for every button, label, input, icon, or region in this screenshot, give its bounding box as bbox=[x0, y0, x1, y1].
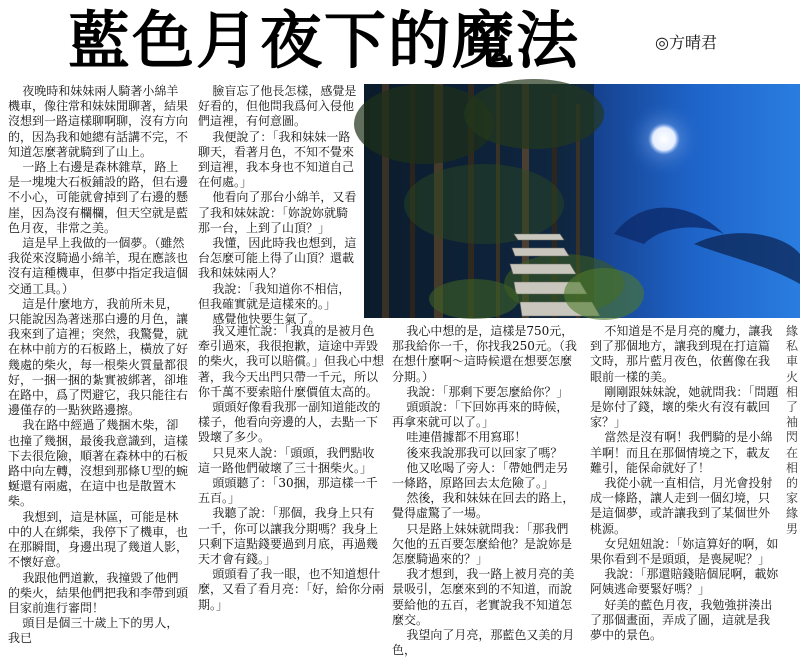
edge-char: 私 bbox=[786, 339, 799, 354]
paragraph: 我說：「那還賠錢賠個屁啊，載妳阿姨逃命要緊好嗎？」 bbox=[590, 567, 779, 597]
paragraph: 我便說了：「我和妹妹一路聊天，看著月色，不知不覺來到這裡，我本身也不知道自己在何處。」 bbox=[198, 129, 355, 190]
author-byline: ◎方晴君 bbox=[655, 33, 717, 52]
paragraph: 我心中想的是，這樣是750元，那我給你一千，你找我250元。（我在想什麼啊～這時候還在想要怎麼分期。） bbox=[392, 324, 577, 384]
paragraph: 頭頭說：「下回妳再來的時候，再拿來就可以了。」 bbox=[392, 400, 569, 430]
paragraph: 頭頭好像看我那一副知道能改的樣子，他看向旁邊的人，去點一下毀壞了多少。 bbox=[198, 400, 381, 445]
edge-char: 了 bbox=[786, 400, 799, 415]
paragraph: 我說：「那剩下要怎麼給你？」 bbox=[406, 384, 569, 399]
paragraph: 我懂，因此時我也想到，這台怎麼可能上得了山頂？還載我和妹妹兩人？ bbox=[198, 236, 357, 281]
paragraph: 當然是沒有啊！我們騎的是小綿羊啊！而且在那個情境之下，載友難引，能保命就好了！ bbox=[590, 430, 773, 475]
paragraph: 不知道是不是月亮的魔力，讓我到了那個地方，讓我到現在打這篇文時，那片藍月夜色，依舊像在我眼前一樣的美。 bbox=[590, 324, 773, 384]
paragraph: 我才想到，我一路上被月亮的美景吸引，怎麼來到的不知道，而說要給他的五百，老實說我不知道怎麼交。 bbox=[392, 567, 575, 627]
paragraph: 我聽了說：「那個，我身上只有一千，你可以讓我分期嗎？我身上只剩下這點錢要過到月底，再過幾天才會有錢。」 bbox=[198, 506, 379, 567]
paragraph: 我在路中經過了幾捆木柴，卻也撞了幾捆，最後我意識到，這樣下去很危險，順著在森林中的石板路中向左轉，沒想到那條Ｕ型的蜿蜒還有兩處，在這中也是散置木柴。 bbox=[8, 418, 189, 509]
paragraph: 感覺他快要生氣了。 bbox=[212, 312, 321, 327]
text-column-5 bbox=[590, 324, 780, 643]
paragraph: 我想到，這是林區，可能是林中的人在綁柴，我停下了機車，也在那瞬間，身邊出現了幾道人影，不懷好意。 bbox=[8, 509, 189, 570]
paragraph: 我說：「我知道你不相信，但我確實就是這樣來的。」 bbox=[198, 281, 351, 311]
edge-char: 男 bbox=[786, 521, 799, 536]
paragraph: 女兒妞妞說：「妳這算好的啊，如果你看到不是頭頭，是喪屍呢？」 bbox=[590, 536, 779, 567]
article-title: 藍色月夜下的魔法 bbox=[68, 4, 581, 77]
moonlit-forest-photo bbox=[364, 84, 800, 318]
paragraph: 好美的藍色月夜，我勉強拼湊出了那個畫面，弄成了圖，這就是我夢中的景色。 bbox=[590, 597, 773, 643]
paragraph: 後來我說那我可以回家了嗎？ bbox=[406, 445, 563, 460]
moon-icon bbox=[648, 123, 680, 155]
paragraph: 然後，我和妹妹在回去的路上，覺得虛驚了一場。 bbox=[392, 491, 575, 521]
paragraph: 我又連忙說：「我真的是被月色牽引過來，我很抱歉，這途中弄毀的柴火，我可以賠償。」但我心中想著，我今天出門只帶一千元，所以你千萬不要索賠什麼價值太高的。 bbox=[198, 324, 385, 399]
paragraph: 只見來人說：「頭頭，我們點收這一路他們破壞了三十捆柴火。」 bbox=[198, 445, 375, 475]
edge-char: 緣 bbox=[786, 324, 799, 338]
paragraph: 這是早上我做的一個夢。（雖然我從來沒騎過小綿羊，現在應該也沒有這種機車，但夢中指定我這個交通工具。） bbox=[8, 236, 189, 296]
paragraph: 只是路上妹妹就問我：「那我們欠他的五百要怎麼給他？是說妳是怎麼騎過來的？」 bbox=[392, 521, 573, 567]
edge-char: 的 bbox=[786, 476, 799, 491]
edge-char: 家 bbox=[786, 491, 799, 506]
edge-char: 緣 bbox=[786, 506, 799, 521]
paragraph: 他又吆喝了旁人：「帶她們走另一條路，原路回去太危險了。」 bbox=[392, 460, 569, 491]
edge-char: 火 bbox=[786, 369, 799, 384]
adjacent-article-edge bbox=[786, 324, 800, 623]
edge-char: 在 bbox=[786, 445, 799, 460]
text-column-3 bbox=[198, 324, 384, 620]
text-column-1 bbox=[8, 84, 190, 646]
paragraph: 他看向了那台小綿羊，又看了我和妹妹說：「妳說妳就騎那一台，上到了山頂？」 bbox=[198, 190, 357, 235]
paragraph: 我從小就一直相信，月光會投射成一條路，讓人走到一個幻境，只是這個夢，或許讓我到了某個世外桃源。 bbox=[590, 476, 773, 536]
text-column-4 bbox=[392, 324, 580, 658]
edge-char: 袖 bbox=[786, 415, 799, 430]
paragraph: 剛剛跟妹妹說，她就問我：「問題是妳付了錢，壞的柴火有沒有載回家？」 bbox=[590, 384, 779, 430]
moonlit-forest-illustration bbox=[364, 84, 800, 318]
paragraph: 頭頭看了我一眼，也不知道想什麼，又看了看月亮：「好，給你分兩期。」 bbox=[198, 567, 385, 612]
paragraph: 哇連借據都不用寫耶！ bbox=[406, 430, 527, 445]
edge-char: 相 bbox=[786, 460, 799, 475]
paragraph: 頭頭聽了：「30捆，那這樣一千五百。」 bbox=[198, 476, 378, 506]
paragraph: 我望向了月亮，那藍色又美的月色， bbox=[392, 628, 575, 658]
paragraph: 這是什麼地方，我前所未見，只能說因為著迷那白邊的月色，讓我來到了這裡；突然，我驚覺，就在林中前方的石板路上，橫放了好幾處的柴火，每一根柴火質量都很好，一捆一捆的紮實被綁著，卻堆在路中，爲了閃避它，我只能往右邊僅存的一點狹路邊擦。 bbox=[8, 296, 189, 418]
paragraph: 頭目是個三十歲上下的男人，我已 bbox=[8, 616, 179, 646]
paragraph: 臉盲忘了他長怎樣，感覺是好看的，但他問我爲何入侵他們這裡，有何意圖。 bbox=[198, 84, 357, 129]
paragraph: 我跟他們道歉，我撞毀了他們的柴火，結果他們把我和李帶到頭目家前進行審問！ bbox=[8, 570, 189, 615]
paragraph: 一路上右邊是森林雜草，路上是一塊塊大石板鋪設的路，但右邊不小心，可能就會掉到了右邊的懸崖，因為沒有欄欄，但天空就是藍色月夜，非常之美。 bbox=[8, 160, 189, 235]
paragraph: 夜晚時和妹妹兩人騎著小綿羊機車，像往常和妹妹閒聊著，結果沒想到一路這樣聊啊聊，沒有方向的，因為我和她總有話講不完，不知道怎麼著就騎到了山上。 bbox=[8, 84, 189, 159]
edge-char: 車 bbox=[786, 354, 799, 369]
edge-char: 閃 bbox=[786, 430, 799, 445]
edge-char: 相 bbox=[786, 384, 799, 399]
